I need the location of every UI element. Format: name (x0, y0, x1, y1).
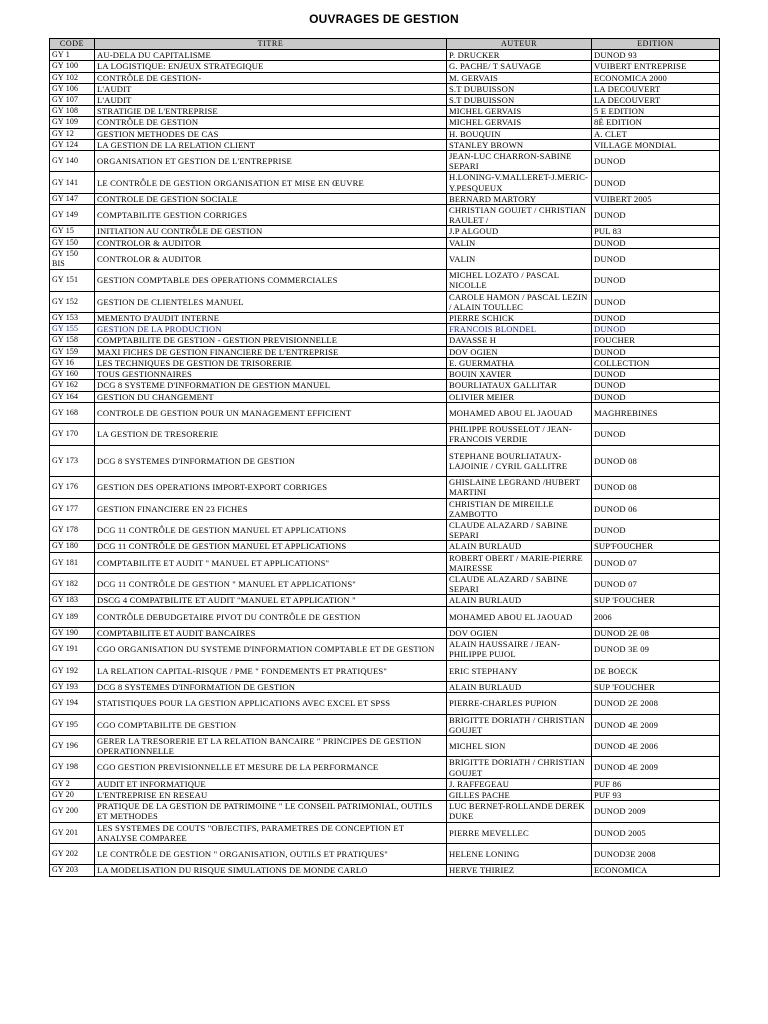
cell-code: GY 177 (50, 498, 95, 519)
cell-titre: LE CONTRÔLE DE GESTION ORGANISATION ET MISE EN ŒUVRE (95, 172, 447, 193)
cell-code: GY 102 (50, 72, 95, 83)
table-row (50, 552, 720, 573)
cell-titre: DCG 8 SYSTEMES D'INFORMATION DE GESTION (95, 445, 447, 477)
cell-edition: ECONOMICA 2000 (592, 72, 720, 83)
cell-auteur: FRANCOIS BLONDEL (447, 324, 592, 335)
cell-edition: DUNOD (592, 313, 720, 324)
table-row (50, 237, 720, 248)
cell-auteur: MOHAMED ABOU EL JAOUAD (447, 606, 592, 627)
cell-code: GY 202 (50, 843, 95, 864)
cell-titre: CGO ORGANISATION DU SYSTEME D'INFORMATION COMPTABLE ET DE GESTION (95, 639, 447, 660)
cell-code: GY 196 (50, 735, 95, 756)
cell-edition: SUP'FOUCHER (592, 541, 720, 552)
cell-auteur: LUC BERNET-ROLLANDE DEREK DUKE (447, 801, 592, 822)
table-row (50, 681, 720, 692)
table-row (50, 639, 720, 660)
table-row (50, 573, 720, 594)
cell-titre: DCG 8 SYSTEME D'INFORMATION DE GESTION MANUEL (95, 380, 447, 391)
cell-titre: LE CONTRÔLE DE GESTION " ORGANISATION, OUTILS ET PRATIQUES" (95, 843, 447, 864)
cell-edition: PUF 86 (592, 778, 720, 789)
table-row (50, 519, 720, 540)
cell-titre: CONTROLOR & AUDITOR (95, 237, 447, 248)
table-row (50, 843, 720, 864)
cell-code: GY 201 (50, 822, 95, 843)
cell-code: GY 191 (50, 639, 95, 660)
cell-code: GY 107 (50, 95, 95, 106)
cell-titre: GESTION METHODES DE CAS (95, 128, 447, 139)
cell-edition: 2006 (592, 606, 720, 627)
table-row (50, 193, 720, 204)
cell-code: GY 181 (50, 552, 95, 573)
cell-auteur: S.T DUBUISSON (447, 83, 592, 94)
cell-auteur: STANLEY BROWN (447, 139, 592, 150)
cell-auteur: MICHEL GERVAIS (447, 117, 592, 128)
cell-auteur: M. GERVAIS (447, 72, 592, 83)
cell-titre: LA LOGISTIQUE: ENJEUX STRATEGIQUE (95, 61, 447, 72)
cell-edition: DUNOD (592, 519, 720, 540)
cell-titre: LES TECHNIQUES DE GESTION DE TRISORERIE (95, 357, 447, 368)
cell-code: GY 12 (50, 128, 95, 139)
cell-auteur: BOUIN XAVIER (447, 369, 592, 380)
cell-titre: GESTION COMPTABLE DES OPERATIONS COMMERCIALES (95, 270, 447, 291)
page-title: OUVRAGES DE GESTION (309, 12, 459, 26)
cell-code: GY 141 (50, 172, 95, 193)
cell-edition: SUP 'FOUCHER (592, 595, 720, 606)
table-row (50, 172, 720, 193)
cell-code: GY 173 (50, 445, 95, 477)
cell-auteur: MOHAMED ABOU EL JAOUAD (447, 402, 592, 423)
cell-titre: ORGANISATION ET GESTION DE L'ENTREPRISE (95, 151, 447, 172)
cell-auteur: BOURLIATAUX GALLITAR (447, 380, 592, 391)
cell-edition: DUNOD (592, 391, 720, 402)
cell-edition: FOUCHER (592, 335, 720, 346)
cell-titre: CONTROLE DE GESTION POUR UN MANAGEMENT EFFICIENT (95, 402, 447, 423)
cell-edition: DUNOD 07 (592, 552, 720, 573)
table-row (50, 789, 720, 800)
cell-auteur: MICHEL LOZATO / PASCAL NICOLLE (447, 270, 592, 291)
cell-auteur: E. GUERMATHA (447, 357, 592, 368)
cell-code: GY 151 (50, 270, 95, 291)
cell-auteur: J. RAFFEGEAU (447, 778, 592, 789)
cell-titre: DCG 8 SYSTEMES D'INFORMATION DE GESTION (95, 681, 447, 692)
cell-edition: DUNOD (592, 291, 720, 312)
cell-code: GY 164 (50, 391, 95, 402)
cell-auteur: GHISLAINE LEGRAND /HUBERT MARTINI (447, 477, 592, 498)
cell-titre: GESTION DE CLIENTELES MANUEL (95, 291, 447, 312)
table-row (50, 270, 720, 291)
cell-edition: PUF 93 (592, 789, 720, 800)
cell-code: GY 183 (50, 595, 95, 606)
cell-titre: L'ENTREPRISE EN RESEAU (95, 789, 447, 800)
table-row (50, 83, 720, 94)
books-table (49, 38, 720, 877)
cell-auteur: HELENE LONING (447, 843, 592, 864)
cell-edition: VUIBERT ENTREPRISE (592, 61, 720, 72)
cell-titre: L'AUDIT (95, 83, 447, 94)
cell-edition: DUNOD 2009 (592, 801, 720, 822)
cell-auteur: ROBERT OBERT / MARIE-PIERRE MAIRESSE (447, 552, 592, 573)
cell-edition: DUNOD (592, 248, 720, 269)
table-row (50, 541, 720, 552)
column-header-auteur: AUTEUR (447, 39, 592, 50)
table-row (50, 346, 720, 357)
cell-edition: DUNOD (592, 205, 720, 226)
cell-titre: CGO COMPTABILITE DE GESTION (95, 714, 447, 735)
cell-titre: COMPTABILITE DE GESTION - GESTION PREVISIONNELLE (95, 335, 447, 346)
cell-edition: DUNOD 2005 (592, 822, 720, 843)
table-row (50, 627, 720, 638)
cell-auteur: ERIC STEPHANY (447, 660, 592, 681)
cell-auteur: J.P ALGOUD (447, 226, 592, 237)
cell-auteur: H.LONING-V.MALLERET-J.MERIC-Y.PESQUEUX (447, 172, 592, 193)
table-row (50, 291, 720, 312)
cell-code: GY 1 (50, 50, 95, 61)
column-header-edition: EDITION (592, 39, 720, 50)
cell-titre: CONTROLE DE GESTION SOCIALE (95, 193, 447, 204)
table-row (50, 380, 720, 391)
cell-titre: AU-DELA DU CAPITALISME (95, 50, 447, 61)
cell-auteur: BERNARD MARTORY (447, 193, 592, 204)
cell-auteur: JEAN-LUC CHARRON-SABINE SEPARI (447, 151, 592, 172)
cell-code: GY 140 (50, 151, 95, 172)
cell-code: GY 109 (50, 117, 95, 128)
cell-titre: GESTION DU CHANGEMENT (95, 391, 447, 402)
cell-edition: LA DECOUVERT (592, 83, 720, 94)
cell-edition: LA DECOUVERT (592, 95, 720, 106)
cell-edition: DUNOD 3E 09 (592, 639, 720, 660)
cell-edition: DUNOD 06 (592, 498, 720, 519)
cell-auteur: S.T DUBUISSON (447, 95, 592, 106)
table-row (50, 477, 720, 498)
cell-edition: VILLAGE MONDIAL (592, 139, 720, 150)
table-row (50, 324, 720, 335)
cell-titre: LES SYSTEMES DE COUTS "OBJECTIFS, PARAMETRES DE CONCEPTION ET ANALYSE COMPAREE (95, 822, 447, 843)
cell-edition: 5 E EDITION (592, 106, 720, 117)
cell-code: GY 178 (50, 519, 95, 540)
cell-edition: DUNOD (592, 172, 720, 193)
cell-auteur: H. BOUQUIN (447, 128, 592, 139)
cell-auteur: CAROLE HAMON / PASCAL LEZIN / ALAIN TOULLEC (447, 291, 592, 312)
cell-titre: COMPTABILITE ET AUDIT " MANUEL ET APPLICATIONS" (95, 552, 447, 573)
cell-code: GY 180 (50, 541, 95, 552)
cell-titre: LA GESTION DE TRESORERIE (95, 424, 447, 445)
cell-code: GY 176 (50, 477, 95, 498)
cell-code: GY 150 BIS (50, 248, 95, 269)
cell-auteur: DOV OGIEN (447, 627, 592, 638)
cell-code: GY 15 (50, 226, 95, 237)
cell-code: GY 108 (50, 106, 95, 117)
table-row (50, 50, 720, 61)
cell-edition: DUNOD3E 2008 (592, 843, 720, 864)
cell-auteur: CHRISTIAN GOUJET / CHRISTIAN RAULET / (447, 205, 592, 226)
cell-edition: DUNOD (592, 151, 720, 172)
table-row (50, 606, 720, 627)
column-header-code: CODE (50, 39, 95, 50)
cell-code: GY 194 (50, 693, 95, 714)
table-row (50, 801, 720, 822)
cell-auteur: OLIVIER MEIER (447, 391, 592, 402)
cell-auteur: DAVASSE H (447, 335, 592, 346)
cell-edition: DUNOD (592, 324, 720, 335)
cell-code: GY 150 (50, 237, 95, 248)
cell-titre: DSCG 4 COMPATBILITE ET AUDIT "MANUEL ET APPLICATION " (95, 595, 447, 606)
cell-code: GY 189 (50, 606, 95, 627)
cell-code: GY 195 (50, 714, 95, 735)
cell-code: GY 203 (50, 865, 95, 876)
cell-auteur: CLAUDE ALAZARD / SABINE SEPARI (447, 519, 592, 540)
table-row (50, 714, 720, 735)
cell-code: GY 200 (50, 801, 95, 822)
cell-auteur: ALAIN BURLAUD (447, 541, 592, 552)
cell-auteur: STEPHANE BOURLIATAUX-LAJOINIE / CYRIL GALLITRE (447, 445, 592, 477)
cell-code: GY 162 (50, 380, 95, 391)
cell-code: GY 193 (50, 681, 95, 692)
cell-edition: MAGHREBINES (592, 402, 720, 423)
table-row (50, 117, 720, 128)
table-row (50, 778, 720, 789)
cell-edition: A. CLET (592, 128, 720, 139)
cell-titre: STATISTIQUES POUR LA GESTION APPLICATIONS AVEC EXCEL ET SPSS (95, 693, 447, 714)
cell-code: GY 158 (50, 335, 95, 346)
cell-titre: LA RELATION CAPITAL-RISQUE / PME " FONDEMENTS ET PRATIQUES" (95, 660, 447, 681)
cell-code: GY 124 (50, 139, 95, 150)
cell-auteur: PIERRE MEVELLEC (447, 822, 592, 843)
cell-code: GY 147 (50, 193, 95, 204)
cell-auteur: CHRISTIAN DE MIREILLE ZAMBOTTO (447, 498, 592, 519)
table-row (50, 151, 720, 172)
cell-titre: CONTROLOR & AUDITOR (95, 248, 447, 269)
cell-edition: DUNOD 07 (592, 573, 720, 594)
table-row (50, 226, 720, 237)
cell-auteur: P. DRUCKER (447, 50, 592, 61)
cell-edition: DUNOD (592, 346, 720, 357)
table-row (50, 313, 720, 324)
cell-edition: DUNOD (592, 380, 720, 391)
cell-code: GY 149 (50, 205, 95, 226)
cell-code: GY 106 (50, 83, 95, 94)
cell-titre: DCG 11 CONTRÔLE DE GESTION MANUEL ET APPLICATIONS (95, 541, 447, 552)
cell-edition: ECONOMICA (592, 865, 720, 876)
cell-titre: COMPTABILITE GESTION CORRIGES (95, 205, 447, 226)
cell-auteur: BRIGITTE DORIATH / CHRISTIAN GOUJET (447, 757, 592, 778)
cell-titre: COMPTABILITE ET AUDIT BANCAIRES (95, 627, 447, 638)
table-row (50, 445, 720, 477)
cell-code: GY 100 (50, 61, 95, 72)
cell-titre: CONTRÔLE DE GESTION- (95, 72, 447, 83)
cell-auteur: ALAIN BURLAUD (447, 681, 592, 692)
cell-edition: DUNOD (592, 237, 720, 248)
cell-auteur: G. PACHE/ T SAUVAGE (447, 61, 592, 72)
cell-auteur: PIERRE-CHARLES PUPION (447, 693, 592, 714)
cell-edition: DUNOD 93 (592, 50, 720, 61)
cell-titre: TOUS GESTIONNAIRES (95, 369, 447, 380)
cell-auteur: CLAUDE ALAZARD / SABINE SEPARI (447, 573, 592, 594)
cell-auteur: MICHEL SION (447, 735, 592, 756)
table-row (50, 139, 720, 150)
cell-code: GY 152 (50, 291, 95, 312)
cell-code: GY 198 (50, 757, 95, 778)
cell-auteur: ALAIN HAUSSAIRE / JEAN-PHILIPPE PUJOL (447, 639, 592, 660)
table-row (50, 72, 720, 83)
cell-edition: DUNOD 08 (592, 445, 720, 477)
cell-code: GY 160 (50, 369, 95, 380)
table-row (50, 391, 720, 402)
cell-edition: PUL 83 (592, 226, 720, 237)
cell-code: GY 190 (50, 627, 95, 638)
cell-edition: DUNOD 4E 2009 (592, 757, 720, 778)
cell-titre: DCG 11 CONTRÔLE DE GESTION " MANUEL ET APPLICATIONS" (95, 573, 447, 594)
cell-edition: DUNOD (592, 424, 720, 445)
cell-titre: INITIATION AU CONTRÔLE DE GESTION (95, 226, 447, 237)
cell-titre: CGO GESTION PREVISIONNELLE ET MESURE DE LA PERFORMANCE (95, 757, 447, 778)
cell-titre: GESTION DES OPERATIONS IMPORT-EXPORT CORRIGES (95, 477, 447, 498)
cell-edition: DUNOD (592, 270, 720, 291)
cell-auteur: MICHEL GERVAIS (447, 106, 592, 117)
cell-titre: L'AUDIT (95, 95, 447, 106)
cell-titre: DCG 11 CONTRÔLE DE GESTION MANUEL ET APPLICATIONS (95, 519, 447, 540)
cell-auteur: HERVE THIRIEZ (447, 865, 592, 876)
table-row (50, 735, 720, 756)
cell-edition: DUNOD (592, 369, 720, 380)
cell-edition: DE BOECK (592, 660, 720, 681)
cell-auteur: BRIGITTE DORIATH / CHRISTIAN GOUJET (447, 714, 592, 735)
cell-titre: CONTRÔLE DEBUDGETAIRE PIVOT DU CONTRÔLE DE GESTION (95, 606, 447, 627)
table-header-row (50, 39, 720, 50)
table-row (50, 693, 720, 714)
cell-edition: DUNOD 4E 2006 (592, 735, 720, 756)
cell-titre: AUDIT ET INFORMATIQUE (95, 778, 447, 789)
cell-titre: GESTION DE LA PRODUCTION (95, 324, 447, 335)
cell-auteur: VALIN (447, 237, 592, 248)
cell-edition: DUNOD 2E 08 (592, 627, 720, 638)
cell-code: GY 2 (50, 778, 95, 789)
cell-auteur: GILLES PACHE (447, 789, 592, 800)
table-row (50, 128, 720, 139)
cell-edition: DUNOD 2E 2008 (592, 693, 720, 714)
table-row (50, 369, 720, 380)
cell-auteur: VALIN (447, 248, 592, 269)
cell-edition: SUP 'FOUCHER (592, 681, 720, 692)
cell-edition: DUNOD 4E 2009 (592, 714, 720, 735)
cell-code: GY 155 (50, 324, 95, 335)
table-row (50, 757, 720, 778)
table-row (50, 595, 720, 606)
table-row (50, 865, 720, 876)
cell-auteur: ALAIN BURLAUD (447, 595, 592, 606)
cell-code: GY 20 (50, 789, 95, 800)
table-row (50, 660, 720, 681)
cell-code: GY 153 (50, 313, 95, 324)
cell-code: GY 182 (50, 573, 95, 594)
cell-auteur: PHILIPPE ROUSSELOT / JEAN-FRANCOIS VERDIE (447, 424, 592, 445)
cell-code: GY 159 (50, 346, 95, 357)
cell-titre: GESTION FINANCIERE EN 23 FICHES (95, 498, 447, 519)
cell-titre: LA MODELISATION DU RISQUE SIMULATIONS DE MONDE CARLO (95, 865, 447, 876)
table-row (50, 498, 720, 519)
cell-titre: STRATIGIE DE L'ENTREPRISE (95, 106, 447, 117)
cell-edition: COLLECTION (592, 357, 720, 368)
column-header-titre: TITRE (95, 39, 447, 50)
table-body (50, 50, 720, 876)
table-row (50, 248, 720, 269)
cell-titre: CONTRÔLE DE GESTION (95, 117, 447, 128)
cell-code: GY 16 (50, 357, 95, 368)
cell-edition: DUNOD 08 (592, 477, 720, 498)
table-row (50, 424, 720, 445)
table-row (50, 95, 720, 106)
table-row (50, 402, 720, 423)
cell-code: GY 170 (50, 424, 95, 445)
table-row (50, 357, 720, 368)
cell-titre: LA GESTION DE LA RELATION CLIENT (95, 139, 447, 150)
table-row (50, 205, 720, 226)
cell-code: GY 168 (50, 402, 95, 423)
cell-code: GY 192 (50, 660, 95, 681)
cell-titre: GERER LA TRESORERIE ET LA RELATION BANCAIRE " PRINCIPES DE GESTION OPERATIONNELLE (95, 735, 447, 756)
table-row (50, 822, 720, 843)
cell-edition: VUIBERT 2005 (592, 193, 720, 204)
cell-auteur: DOV OGIEN (447, 346, 592, 357)
cell-edition: 8É EDITION (592, 117, 720, 128)
table-row (50, 61, 720, 72)
cell-titre: PRATIQUE DE LA GESTION DE PATRIMOINE " LE CONSEIL PATRIMONIAL, OUTILS ET METHODES (95, 801, 447, 822)
table-row (50, 335, 720, 346)
table-row (50, 106, 720, 117)
cell-titre: MEMENTO D'AUDIT INTERNE (95, 313, 447, 324)
cell-auteur: PIERRE SCHICK (447, 313, 592, 324)
cell-titre: MAXI FICHES DE GESTION FINANCIERE DE L'ENTREPRISE (95, 346, 447, 357)
